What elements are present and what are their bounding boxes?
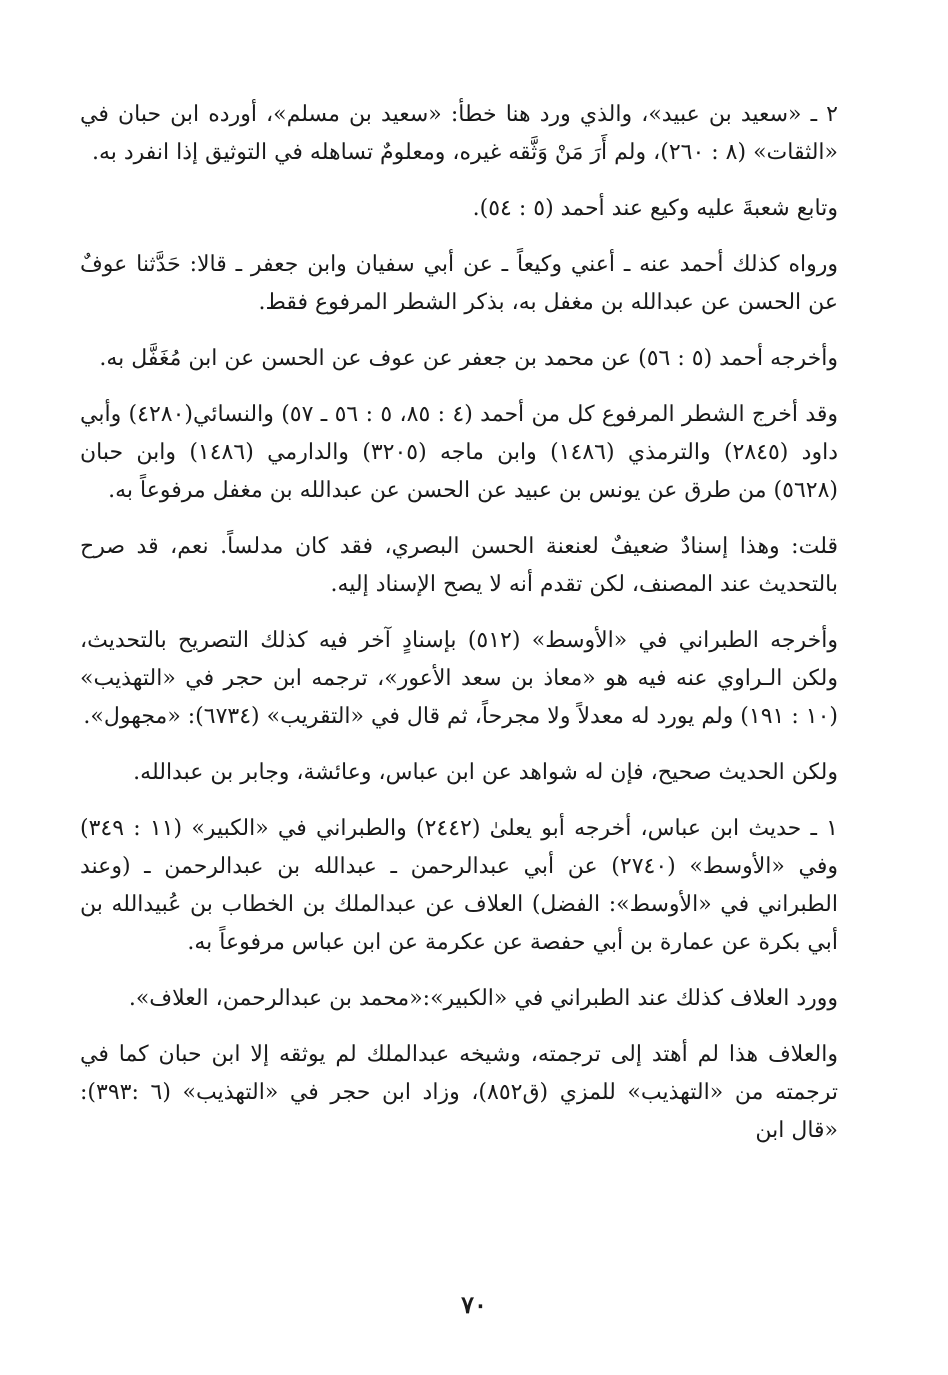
paragraph: ١ ـ حديث ابن عباس، أخرجه أبو يعلىٰ (٢٤٤٢) والطبراني في «الكبير» (١١ : ٣٤٩) وفي «الأوسط» (٢٧٤٠) عن أبي عبدالرحمن ـ عبدالله بن عبدالرحمن ـ (وعند الطبراني في «الأوسط»: الفضل) العلاف عن عبدالملك بن الخطاب بن عُبيدالله بن أبي بكرة عن عمارة بن أبي حفصة عن عكرمة عن ابن عباس مرفوعاً به. xyxy=(80,816,838,955)
paragraph: وورد العلاف كذلك عند الطبراني في «الكبير»:«محمد بن عبدالرحمن، العلاف». xyxy=(128,986,838,1011)
paragraph: ٢ ـ «سعيد بن عبيد»، والذي ورد هنا خطأ: «سعيد بن مسلم»، أورده ابن حبان في «الثقات» (٨ : ٢٦٠)، ولم أَرَ مَنْ وَثَّقه غيره، ومعلومٌ تساهله في التوثيق إذا انفرد به. xyxy=(80,102,838,165)
paragraph: وأخرجه الطبراني في «الأوسط» (٥١٢) بإسنادٍ آخر فيه كذلك التصريح بالتحديث، ولكن الـراوي عنه فيه هو «معاذ بن سعد الأعور»، ترجمه ابن حجر في «التهذيب» (١٠ : ١٩١) ولم يورد له معدلاً ولا مجرحاً، ثم قال في «التقريب» (٦٧٣٤): «مجهول». xyxy=(80,628,838,729)
paragraph: وتابع شعبةَ عليه وكيع عند أحمد (٥ : ٥٤). xyxy=(472,196,838,221)
body-text xyxy=(80,96,838,1168)
paragraph: ورواه كذلك أحمد عنه ـ أعني وكيعاً ـ عن أبي سفيان وابن جعفر ـ قالا: حَدَّثنا عوفٌ عن الحسن عن عبدالله بن مغفل به، بذكر الشطر المرفوع فقط. xyxy=(80,252,838,315)
paragraph: وقد أخرج الشطر المرفوع كل من أحمد (٤ : ٨٥، ٥ : ٥٦ ـ ٥٧) والنسائي(٤٢٨٠) وأبي داود (٢٨٤٥) والترمذي (١٤٨٦) وابن ماجه (٣٢٠٥) والدارمي (١٤٨٦) وابن حبان (٥٦٢٨) من طرق عن يونس بن عبيد عن الحسن عن عبدالله بن مغفل مرفوعاً به. xyxy=(80,402,839,503)
paragraph: وأخرجه أحمد (٥ : ٥٦) عن محمد بن جعفر عن عوف عن الحسن عن ابن مُغَفَّل به. xyxy=(99,346,838,371)
paragraph: ولكن الحديث صحيح، فإن له شواهد عن ابن عباس، وعائشة، وجابر بن عبدالله. xyxy=(133,760,838,785)
paragraph: قلت: وهذا إسنادٌ ضعيفٌ لعنعنة الحسن البصري، فقد كان مدلساً. نعم، قد صرح بالتحديث عند المصنف، لكن تقدم أنه لا يصح الإسناد إليه. xyxy=(80,534,838,597)
paragraph: والعلاف هذا لم أهتد إلى ترجمته، وشيخه عبدالملك لم يوثقه إلا ابن حبان كما في ترجمته من «التهذيب» للمزي (ق٨٥٢)، وزاد ابن حجر في «التهذيب» (٦ :٣٩٣): «قال ابن xyxy=(80,1042,838,1143)
page-number: ٧٠ xyxy=(461,1290,487,1319)
